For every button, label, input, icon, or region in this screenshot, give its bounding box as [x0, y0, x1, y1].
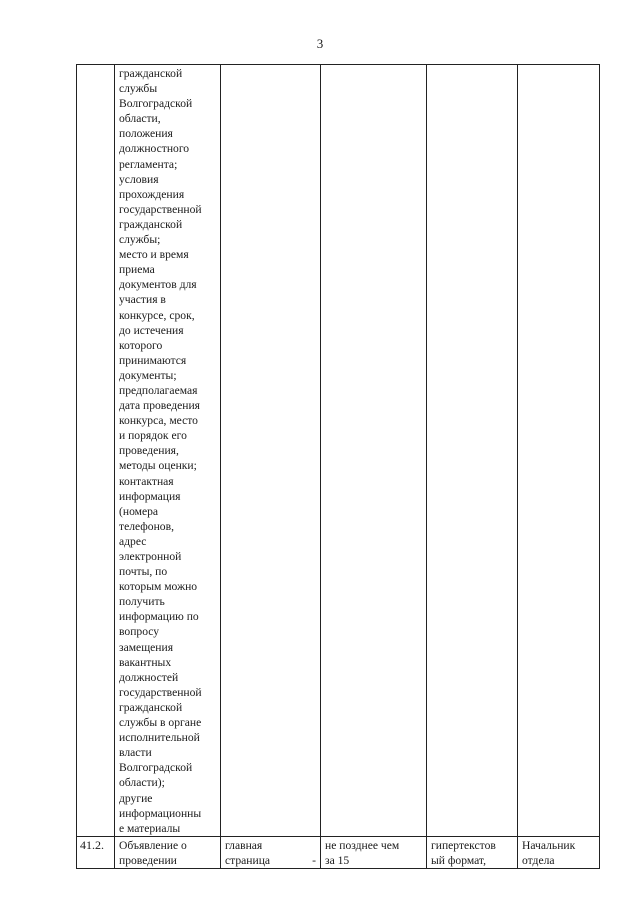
deadline-cell [321, 836, 427, 868]
table-row [77, 836, 600, 868]
description-cell [115, 65, 221, 837]
row-number-cell [77, 836, 115, 868]
format-text: гипертекстов ый формат, [431, 838, 496, 867]
section-line2: страница [225, 853, 271, 867]
section-cell [221, 65, 321, 837]
responsible-cell [518, 65, 600, 837]
responsible-cell [518, 836, 600, 868]
publication-table [76, 64, 600, 869]
page-number: 3 [316, 36, 324, 51]
row-number-cell [77, 65, 115, 837]
description-cell [115, 836, 221, 868]
table-row [77, 65, 600, 837]
format-cell [427, 836, 518, 868]
deadline-cell [321, 65, 427, 837]
description-text: Объявление о проведении [119, 838, 187, 867]
format-cell [427, 65, 518, 837]
section-cell [221, 836, 321, 868]
section-line1: главная [225, 838, 263, 852]
responsible-text: Начальник отдела [522, 838, 576, 867]
description-text: гражданской службы Волгоградской области, положения должностного регламента; условия прохождения государственной гражданской службы; место и время приема документов для участия в конкурсе, срок, до истечения которого принимаются документы; предполагаемая дата проведения конкурса, место и порядок его проведения, методы оценки; контактная информация (номера телефонов, адрес электронной почты, по которым можно получить информацию по вопросу замещения вакантных должностей государственной гражданской службы в органе исполнительной власти Волгоградской области); другие информационны е материалы [119, 67, 202, 835]
row-number: 41.2. [80, 837, 104, 852]
section-dash: - [312, 853, 316, 867]
deadline-text: не позднее чем за 15 [325, 838, 400, 867]
